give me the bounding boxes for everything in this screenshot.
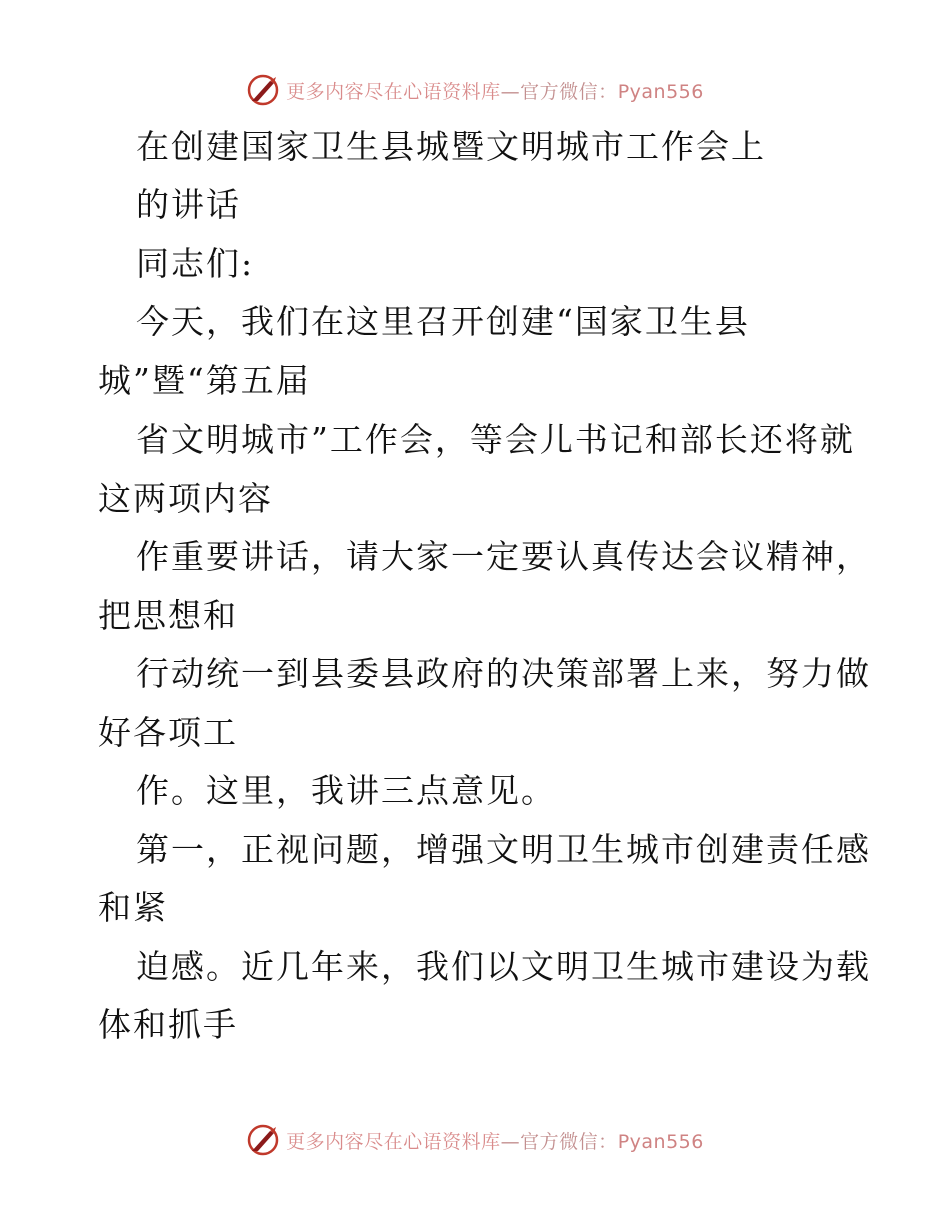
text-line: 行动统一到县委县政府的决策部署上来，努力做 (136, 654, 871, 693)
watermark-main-text: 更多内容尽在心语资料库 (286, 1130, 501, 1153)
text-line: 作重要讲话，请大家一定要认真传达会议精神， (136, 537, 871, 576)
text-line: 迫感。近几年来，我们以文明卫生城市建设为载 (136, 947, 871, 986)
watermark-main-text: 更多内容尽在心语资料库 (286, 80, 501, 103)
text-line: 把思想和 (98, 596, 238, 635)
text-line: 同志们: (136, 244, 255, 283)
text-line: 第一，正视问题，增强文明卫生城市创建责任感 (136, 830, 871, 869)
text-line: 作。这里，我讲三点意见。 (136, 771, 556, 810)
text-line: 体和抓手 (98, 1005, 238, 1044)
text-line: 城”暨“第五届 (98, 361, 311, 400)
text-line: 的讲话 (136, 185, 241, 224)
watermark-sub-text: —官方微信： (500, 80, 618, 103)
quill-logo-icon (246, 1123, 280, 1157)
watermark-id-text: Pyan556 (617, 1130, 704, 1153)
text-line: 今天，我们在这里召开创建“国家卫生县 (136, 302, 750, 341)
text-line: 在创建国家卫生县城暨文明城市工作会上 (136, 127, 766, 166)
watermark-sub-text: —官方微信： (500, 1130, 618, 1153)
watermark-footer (0, 1120, 950, 1160)
watermark-id-text: Pyan556 (617, 80, 704, 103)
text-line: 好各项工 (98, 713, 238, 752)
text-line: 这两项内容 (98, 479, 273, 518)
text-line: 省文明城市”工作会，等会儿书记和部长还将就 (136, 420, 855, 459)
text-line: 和紧 (98, 888, 168, 927)
